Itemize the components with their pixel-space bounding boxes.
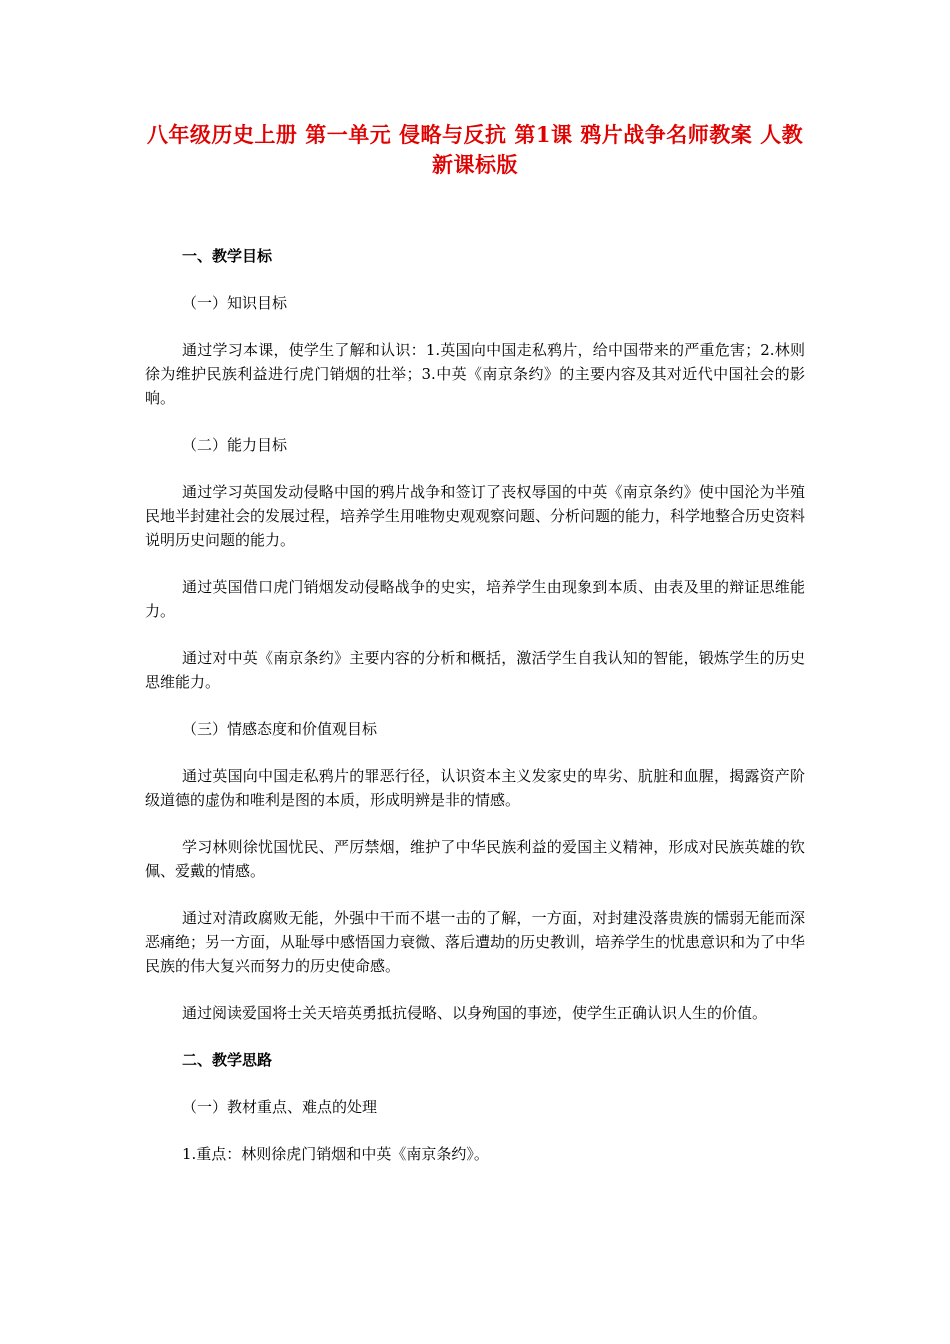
paragraph: 通过英国向中国走私鸦片的罪恶行径，认识资本主义发家史的卑劣、肮脏和血腥，揭露资产阶级道德的虚伪和唯利是图的本质，形成明辨是非的情感。 (145, 767, 805, 809)
paragraph: 通过阅读爱国将士关天培英勇抵抗侵略、以身殉国的事迹，使学生正确认识人生的价值。 (182, 1004, 768, 1022)
numbered-item: 1.重点：林则徐虎门销烟和中英《南京条约》。 (182, 1145, 489, 1163)
paragraph: 通过学习英国发动侵略中国的鸦片战争和签订了丧权辱国的中英《南京条约》使中国沦为半殖民地半封建社会的发展过程，培养学生用唯物史观观察问题、分析问题的能力，科学地整合历史资料说明历史问题的能力。 (145, 483, 806, 549)
paragraph: 通过对中英《南京条约》主要内容的分析和概括，激活学生自我认知的智能，锻炼学生的历史思维能力。 (145, 649, 805, 691)
paragraph: 通过对清政腐败无能，外强中干而不堪一击的了解，一方面，对封建没落贵族的懦弱无能而深恶痛绝；另一方面，从耻辱中感悟国力衰微、落后遭劫的历史教训，培养学生的忧患意识和为了中华民族的伟大复兴而努力的历史使命感。 (145, 909, 806, 975)
subheading-key-points: （一）教材重点、难点的处理 (182, 1098, 378, 1116)
paragraph: 通过学习本课，使学生了解和认识：1.英国向中国走私鸦片，给中国带来的严重危害；2.林则徐为维护民族利益进行虎门销烟的壮举；3.中英《南京条约》的主要内容及其对近代中国社会的影响。 (145, 341, 805, 407)
subheading-knowledge: （一）知识目标 (182, 294, 288, 312)
document-body (145, 244, 805, 1189)
section-heading-objectives: 一、教学目标 (182, 247, 273, 265)
document-title: 八年级历史上册 第一单元 侵略与反抗 第1课 鸦片战争名师教案 人教新课标版 (146, 122, 804, 177)
paragraph: 通过英国借口虎门销烟发动侵略战争的史实，培养学生由现象到本质、由表及里的辩证思维能力。 (145, 578, 805, 620)
subheading-ability: （二）能力目标 (182, 436, 288, 454)
paragraph: 学习林则徐忧国忧民、严厉禁烟，维护了中华民族利益的爱国主义精神，形成对民族英雄的钦佩、爱戴的情感。 (145, 838, 805, 880)
section-heading-approach: 二、教学思路 (182, 1051, 273, 1069)
subheading-values: （三）情感态度和价值观目标 (182, 720, 378, 738)
